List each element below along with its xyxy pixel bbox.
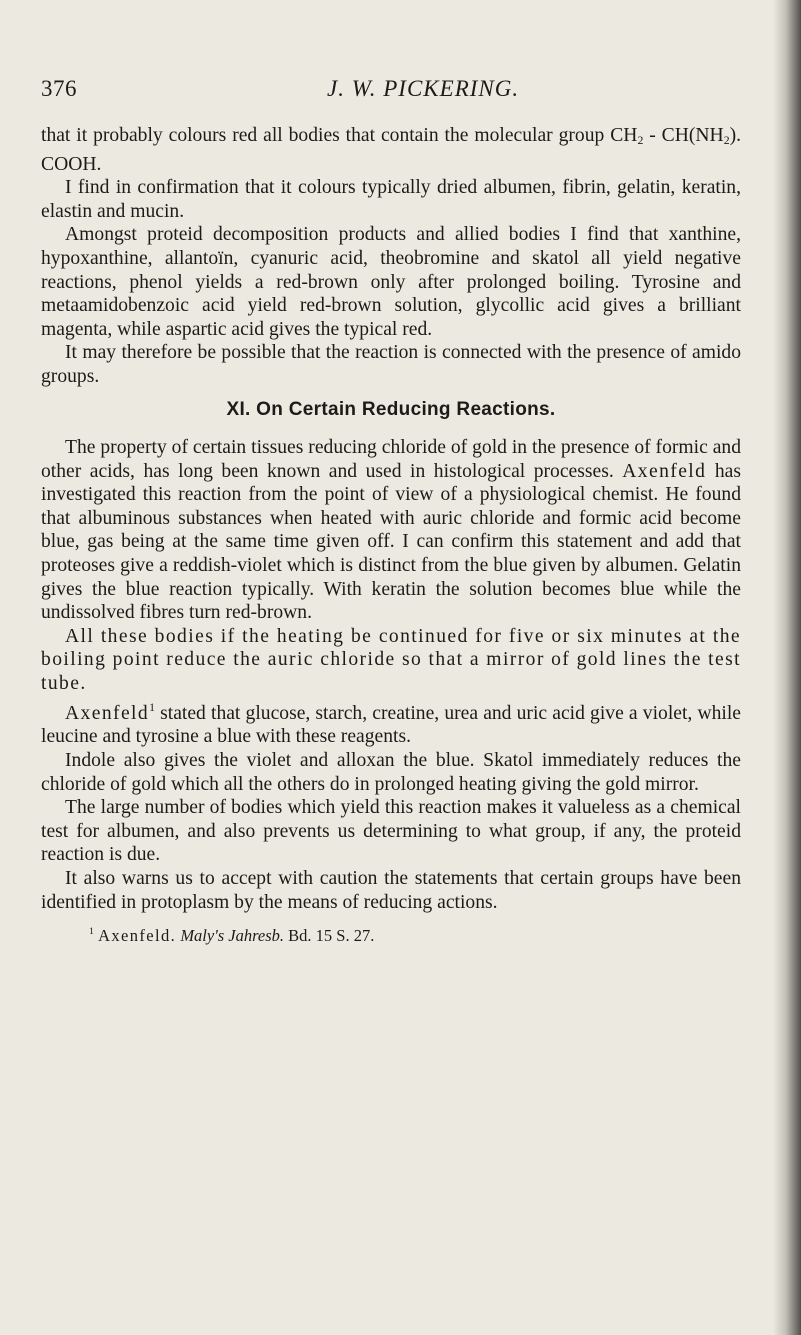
paragraph-4: It may therefore be possible that the reaction is connected with the presence of amido groups. xyxy=(41,342,741,387)
paragraph-5-text-b: has investigated this reaction from the point of view of a physiological chemist. He found that albuminous substances when heated with auric chloride and formic acid become blue, gas being at the same time given off. I can confirm this statement and add that proteoses give a reddish-violet which is distinct from the blue given by albumen. Gelatin gives the blue reaction typically. With keratin the solution becomes blue while the undissolved fibres turn red-brown. xyxy=(41,460,741,624)
paragraph-5-text-a: The property of certain tissues reducing chloride of gold in the presence of formic and other acids, has long been known and used in histological processes. xyxy=(41,437,741,482)
footnote-reference: Bd. 15 S. 27. xyxy=(288,926,375,946)
paragraph-2: I find in confirmation that it colours typically dried albumen, fibrin, gelatin, keratin, elastin and mucin. xyxy=(41,177,741,222)
paragraph-5 xyxy=(41,436,741,625)
body-text xyxy=(41,124,741,946)
paragraph-6: All these bodies if the heating be continued for five or six minutes at the boiling point reduce the auric chloride so that a mirror of gold lines the test tube. xyxy=(41,625,741,694)
page-header xyxy=(41,76,741,110)
paragraph-8: Indole also gives the violet and alloxan the blue. Skatol immediately reduces the chloride of gold which all the others do in prolonged heating giving the gold mirror. xyxy=(41,750,741,795)
paragraph-3: Amongst proteid decomposition products and allied bodies I find that xanthine, hypoxanthine, allantoïn, cyanuric acid, theobromine and skatol all yield negative reactions, phenol yields a red-brown only after prolonged boiling. Tyrosine and metaamidobenzoic acid yield red-brown solution, glycollic acid gives a brilliant magenta, while aspartic acid gives the typical red. xyxy=(41,224,741,340)
paragraph-1-text-b: - CH(NH xyxy=(643,125,724,146)
subscript: 2 xyxy=(723,133,730,147)
paragraph-7-text: stated that glucose, starch, creatine, urea and uric acid give a violet, while leucine and tyrosine a blue with these reagents. xyxy=(41,702,741,748)
footnote-author: Axenfeld. xyxy=(98,926,177,946)
footnote-journal: Maly's Jahresb. xyxy=(180,926,285,946)
section-heading: XI. On Certain Reducing Reactions. xyxy=(226,399,556,421)
subscript: 2 xyxy=(637,133,644,147)
author-name: Axenfeld xyxy=(65,702,150,724)
footnote-number: 1 xyxy=(89,926,94,938)
author-name: Axenfeld xyxy=(622,460,707,482)
page-edge-shadow xyxy=(773,0,801,1335)
paragraph-9: The large number of bodies which yield this reaction makes it valueless as a chemical test for albumen, and also prevents us determining to what group, if any, the proteid reaction is due. xyxy=(41,797,741,866)
footnote-marker: 1 xyxy=(149,700,155,714)
paragraph-1-text-c: ). COOH. xyxy=(41,125,741,175)
paragraph-1-text-a: that it probably colours red all bodies that contain the molecular group CH xyxy=(41,125,638,146)
running-title: J. W. PICKERING. xyxy=(327,76,520,101)
footnote xyxy=(41,922,741,946)
paragraph-7 xyxy=(41,696,741,749)
paragraph-1 xyxy=(41,124,741,176)
paragraph-10: It also warns us to accept with caution the statements that certain groups have been identified in protoplasm by the means of reducing actions. xyxy=(41,867,741,913)
page-number: 376 xyxy=(41,76,77,101)
